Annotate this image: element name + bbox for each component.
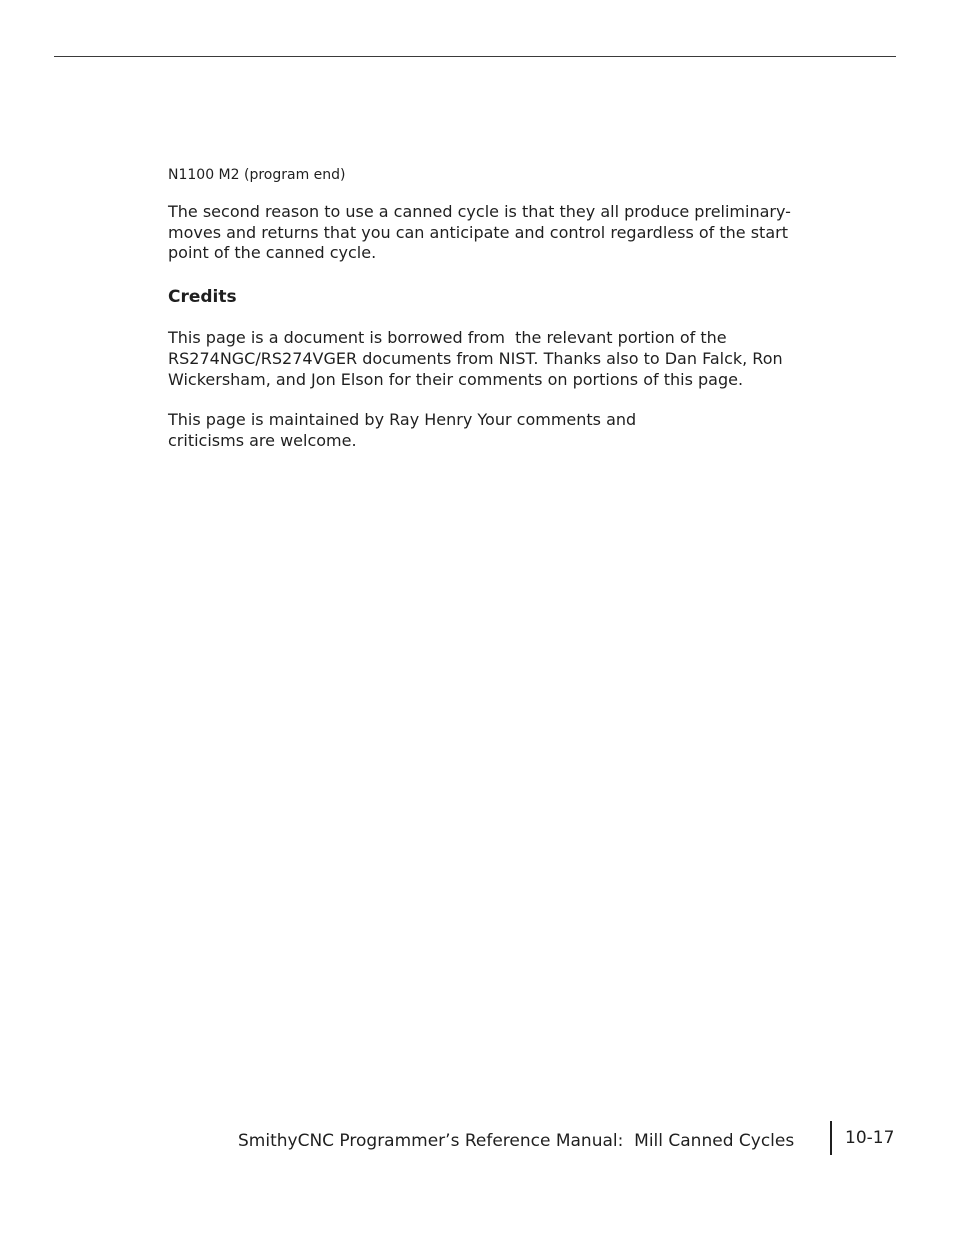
footer-title: SmithyCNC Programmer’s Reference Manual: Mill Canned Cycles [238, 1131, 795, 1151]
paragraph-line: criticisms are welcome. [168, 430, 357, 450]
paragraph-line: point of the canned cycle. [168, 243, 377, 263]
paragraph-line: RS274NGC/RS274VGER documents from NIST. Thanks also to Dan Falck, Ron [168, 348, 783, 368]
page-number: 10-17 [845, 1128, 895, 1148]
credits-heading: Credits [168, 287, 237, 308]
paragraph-line: This page is a document is borrowed from the relevant portion of the [168, 328, 727, 348]
paragraph-line: This page is maintained by Ray Henry Your comments and [168, 410, 637, 430]
footer-divider [830, 1121, 832, 1155]
header-rule [54, 56, 896, 57]
paragraph-credits [168, 328, 783, 390]
paragraph-line: The second reason to use a canned cycle is that they all produce preliminary- [168, 202, 791, 221]
code-line: N1100 M2 (program end) [168, 167, 346, 183]
paragraph-line: Wickersham, and Jon Elson for their comments on portions of this page. [168, 369, 744, 389]
paragraph-canned-cycle-reason [168, 202, 791, 264]
page-content [168, 166, 791, 452]
paragraph-maintainer [168, 410, 768, 451]
paragraph-line: moves and returns that you can anticipate and control regardless of the start [168, 222, 788, 242]
